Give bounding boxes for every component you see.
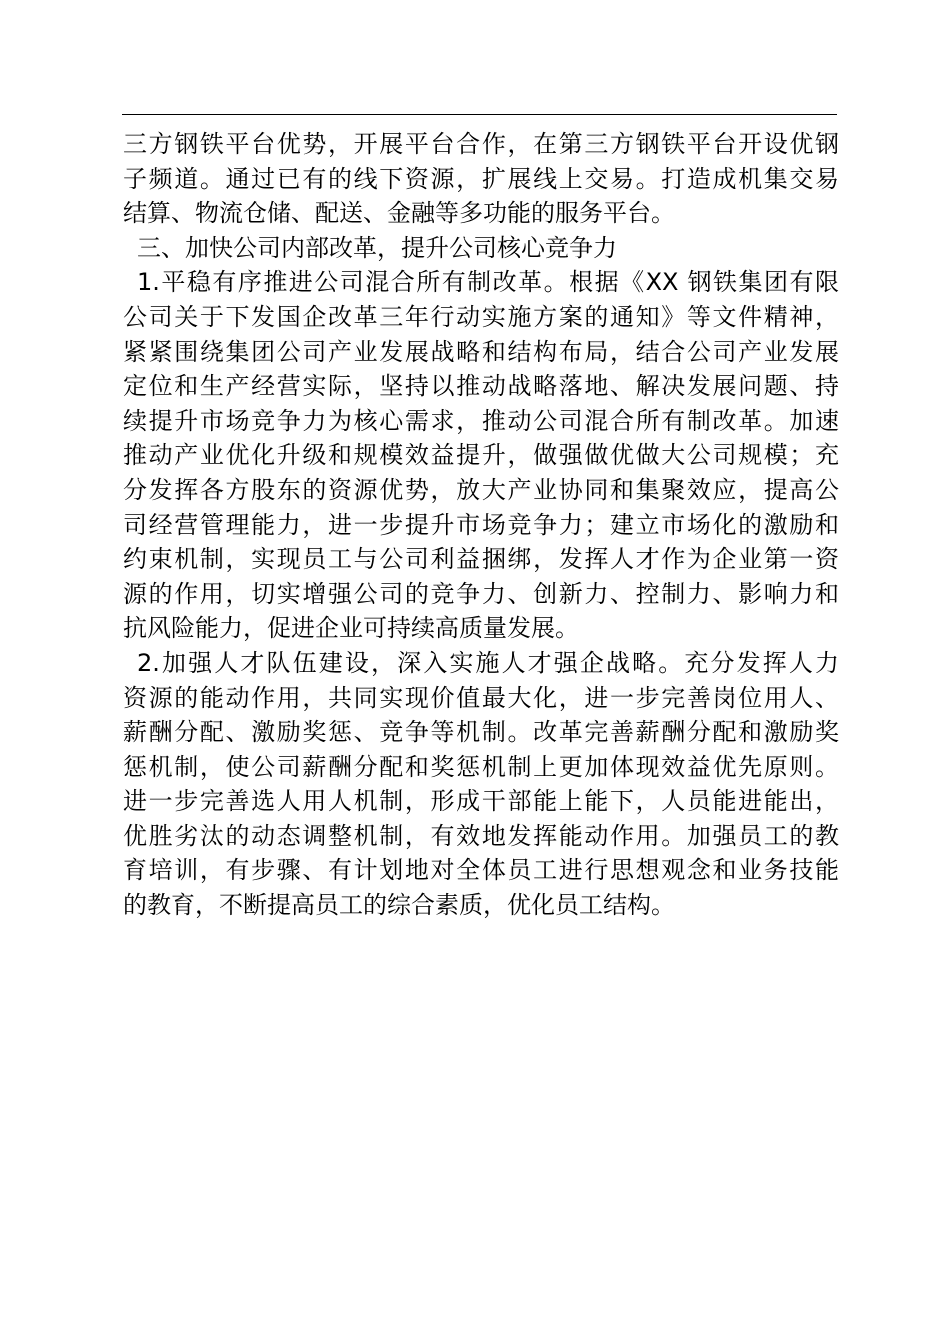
text-line: 惩机制，使公司薪酬分配和奖惩机制上更加体现效益优先原则。 (123, 752, 839, 781)
text-line: 源的作用，切实增强公司的竞争力、创新力、控制力、影响力和 (123, 579, 839, 608)
text-line: 分发挥各方股东的资源优势，放大产业协同和集聚效应，提高公 (123, 475, 839, 504)
text-line: 紧紧围绕集团公司产业发展战略和结构布局，结合公司产业发展 (123, 337, 839, 366)
text-line: 推动产业优化升级和规模效益提升，做强做优做大公司规模；充 (123, 441, 839, 470)
text-line: 结算、物流仓储、配送、金融等多功能的服务平台。 (123, 199, 675, 228)
header-rule (122, 114, 837, 115)
text-line: 抗风险能力，促进企业可持续高质量发展。 (123, 614, 579, 643)
text-line: 定位和生产经营实际，坚持以推动战略落地、解决发展问题、持 (123, 372, 839, 401)
paragraph-mixed-ownership-reform (123, 265, 839, 646)
heading-text: 三、加快公司内部改革，提升公司核心竞争力 (137, 233, 617, 262)
text-line: 续提升市场竞争力为核心需求，推动公司混合所有制改革。加速 (123, 406, 839, 435)
text-line: 薪酬分配、激励奖惩、竞争等机制。改革完善薪酬分配和激励奖 (123, 718, 839, 747)
text-line: 约束机制，实现员工与公司利益捆绑，发挥人才作为企业第一资 (123, 545, 839, 574)
paragraph-platform-cooperation (123, 127, 839, 231)
text-line: 育培训，有步骤、有计划地对全体员工进行思想观念和业务技能 (123, 856, 839, 885)
text-line: 三方钢铁平台优势，开展平台合作，在第三方钢铁平台开设优钢 (123, 130, 839, 158)
text-line: 的教育，不断提高员工的综合素质，优化员工结构。 (123, 891, 675, 920)
document-body (123, 127, 839, 923)
section-heading (123, 231, 839, 266)
text-line: 资源的能动作用，共同实现价值最大化，进一步完善岗位用人、 (123, 683, 839, 712)
paragraph-talent-team-building (123, 646, 839, 923)
text-line: 司经营管理能力，进一步提升市场竞争力；建立市场化的激励和 (123, 510, 839, 539)
text-line: 1.平稳有序推进公司混合所有制改革。根据《XX 钢铁集团有限 (137, 268, 839, 297)
text-line: 进一步完善选人用人机制，形成干部能上能下，人员能进能出， (123, 787, 839, 816)
text-line: 优胜劣汰的动态调整机制，有效地发挥能动作用。加强员工的教 (123, 821, 839, 850)
text-line: 子频道。通过已有的线下资源，扩展线上交易。打造成机集交易 (123, 164, 839, 193)
text-line: 2.加强人才队伍建设，深入实施人才强企战略。充分发挥人力 (137, 648, 839, 677)
text-line: 公司关于下发国企改革三年行动实施方案的通知》等文件精神， (123, 302, 839, 331)
